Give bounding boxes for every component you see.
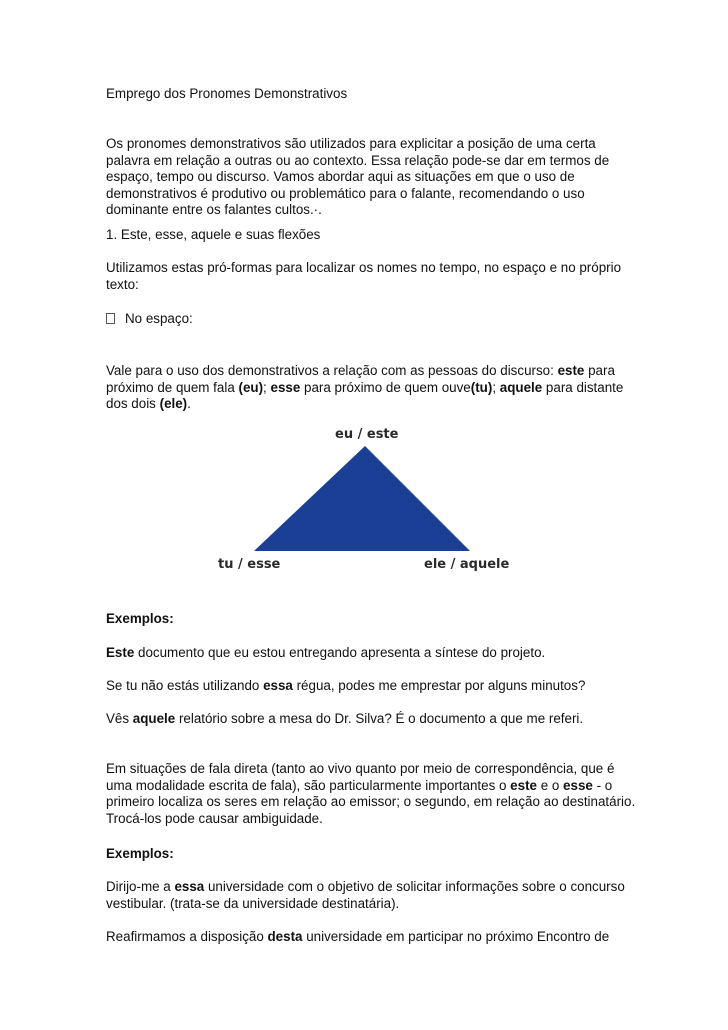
- bullet-item-label: No espaço:: [125, 311, 193, 326]
- examples-heading-text: Exemplos:: [106, 846, 174, 861]
- rule-bold-este: este: [557, 363, 585, 378]
- diagram-label-right: ele / aquele: [424, 557, 510, 572]
- example-text: Vês: [106, 711, 133, 726]
- example-text: Reafirmamos a disposição: [106, 929, 268, 944]
- triangle-shape: [254, 446, 470, 551]
- example-sentence: [106, 711, 636, 728]
- section-intro-paragraph: Utilizamos estas pró-formas para localizar os nomes no tempo, no espaço e no próprio texto:: [106, 260, 622, 292]
- direct-speech-paragraph: [106, 761, 636, 827]
- rule-bold-aquele: aquele: [499, 379, 543, 395]
- space-rule-paragraph: [106, 363, 636, 413]
- example-sentence: [106, 929, 636, 946]
- rule-bold-tu: (tu): [470, 379, 493, 395]
- bullet-item-space: [106, 311, 636, 328]
- rule-text: .: [187, 396, 191, 412]
- paragraph-bold-este: este: [510, 777, 537, 793]
- rule-bold-esse: esse: [270, 379, 301, 395]
- person-triangle-diagram: [210, 418, 510, 578]
- examples-heading-text: Exemplos:: [106, 611, 174, 626]
- example-sentence: [106, 645, 636, 662]
- rule-text: ;: [263, 379, 271, 395]
- paragraph-text: - o primeiro localiza os seres em relação ao emissor; o segundo, em relação ao destinatário. Trocá-los pode causar ambiguidade.: [106, 777, 636, 826]
- rule-text: para próximo de quem fala: [106, 363, 615, 395]
- diagram-label-left: tu / esse: [218, 557, 281, 572]
- paragraph-text: Em situações de fala direta (tanto ao vivo quanto por meio de correspondência, que é uma modalidade escrita de fala), são particularmente importantes o: [106, 761, 615, 793]
- paragraph-bold-esse: esse: [563, 777, 593, 793]
- example-text: Dirijo-me a: [106, 879, 175, 894]
- example-text: régua, podes me emprestar por alguns minutos?: [292, 678, 586, 693]
- example-bold-word: essa: [174, 879, 205, 894]
- example-text: universidade com o objetivo de solicitar informações sobre o concurso vestibular. (trata-se da universidade destinatária).: [106, 879, 625, 911]
- example-text: universidade em participar no próximo Encontro de: [302, 929, 610, 944]
- example-bold-word: Este: [106, 645, 135, 660]
- example-sentence: [106, 879, 636, 912]
- example-bold-word: desta: [267, 929, 303, 944]
- rule-text: ;: [492, 379, 500, 395]
- example-text: documento que eu estou entregando apresenta a síntese do projeto.: [134, 645, 546, 660]
- rule-text: para próximo de quem ouve: [300, 379, 471, 395]
- example-bold-word: essa: [263, 678, 293, 693]
- example-text: Se tu não estás utilizando: [106, 678, 264, 693]
- section-heading: 1. Este, esse, aquele e suas flexões: [106, 227, 321, 242]
- example-bold-word: aquele: [132, 711, 176, 726]
- bullet-box-icon: [106, 313, 115, 324]
- rule-bold-ele: (ele): [159, 396, 188, 412]
- triangle-svg: [210, 418, 510, 578]
- rule-text: para distante dos dois: [106, 379, 624, 412]
- diagram-label-top: eu / este: [335, 427, 399, 442]
- intro-paragraph: Os pronomes demonstrativos são utilizados para explicitar a posição de uma certa palavra em relação a outras ou ao contexto. Essa relação pode-se dar em termos de espaço, tempo ou discurso. Vamos abordar aqui as situações em que o uso de demonstrativos é produtivo ou problemático para o falante, recomendando o uso dominante entre os falantes cultos.·.: [106, 136, 610, 218]
- rule-bold-eu: (eu): [238, 379, 264, 395]
- examples-heading: [106, 846, 636, 863]
- example-text: relatório sobre a mesa do Dr. Silva? É o documento a que me referi.: [175, 711, 584, 726]
- rule-text: Vale para o uso dos demonstrativos a relação com as pessoas do discurso:: [106, 363, 558, 378]
- examples-heading: [106, 611, 636, 628]
- example-sentence: [106, 678, 636, 695]
- document-title: Emprego dos Pronomes Demonstrativos: [106, 86, 348, 101]
- paragraph-text: e o: [536, 777, 564, 793]
